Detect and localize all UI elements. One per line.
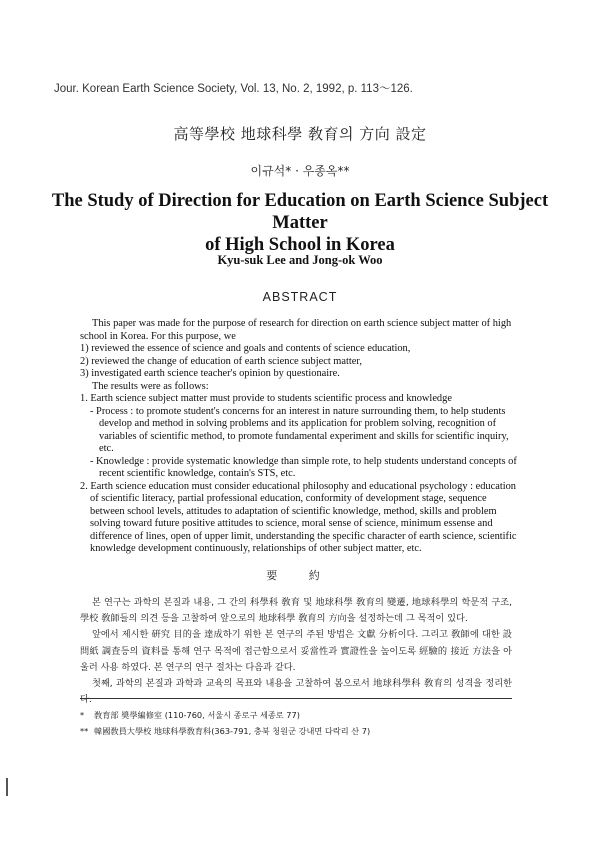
footnotes bbox=[80, 707, 520, 739]
authors-english: Kyu-suk Lee and Jong-ok Woo bbox=[217, 253, 383, 267]
korean-summary-p2: 앞에서 제시한 硏究 目的을 達成하기 위한 본 연구의 주된 방법은 文獻 分析이다. 그리고 敎師에 대한 設問紙 調査등의 資料를 통해 연구 목적에 접근함으로서 妥當性과 實證性을 높이도록 經驗的 接近 方法을 아울러 사용 하였다. 본 연구의 연구 절차는 다음과 같다. bbox=[80, 629, 512, 673]
title-english-line1: The Study of Direction for Education on Earth Science Subject Matter bbox=[51, 191, 549, 233]
abstract-results-intro: The results were as follows: bbox=[92, 380, 209, 392]
footnote-1-text: 敎育部 奬學編修室 (110-760, 서울시 종로구 세종로 77) bbox=[94, 710, 300, 720]
footnote-1 bbox=[80, 707, 520, 723]
korean-summary-p1: 본 연구는 과학의 본질과 내용, 그 간의 科學科 敎育 및 地球科學 敎育의 變遷, 地球科學의 학문적 구조, 學校 敎師들의 의견 등을 고찰하여 앞으로의 地球科學 敎育의 方向을 설정하는데 그 목적이 있다. bbox=[80, 597, 512, 625]
journal-reference: Jour. Korean Earth Science Society, Vol. 13, No. 2, 1992, p. 113～126. bbox=[54, 83, 413, 95]
abstract-item-2: 2) reviewed the change of education of earth science subject matter, bbox=[80, 355, 363, 367]
title-english bbox=[50, 190, 550, 256]
abstract-heading: ABSTRACT bbox=[262, 290, 338, 304]
abstract-item-1: 1) reviewed the essence of science and goals and contents of science education, bbox=[80, 343, 411, 354]
title-korean: 高等學校 地球科學 敎育의 方向 設定 bbox=[173, 125, 427, 143]
korean-summary-heading: 要 約 bbox=[266, 569, 334, 582]
abstract-result-1: 1. Earth science subject matter must provide to students scientific process and knowledge bbox=[80, 393, 452, 404]
footnote-divider bbox=[80, 698, 512, 699]
footnote-2-mark: ** bbox=[80, 726, 89, 736]
abstract-result-2: 2. Earth science education must consider educational philosophy and educational psychology : education of scientific literacy, partial professional education, conformity of development stage, sequence between school levels, attitudes to adaptation of scientific knowledge, method, skills and problem solving toward future positive attitudes to science, moral sense of science, minimum essense and difference of lines, open of upper limit, understanding the specific character of earth science, scientific knowledge development continuously, relationships of other subject matter, etc. bbox=[80, 480, 517, 554]
authors-korean: 이규석* · 우종옥** bbox=[250, 164, 350, 178]
scan-edge-mark bbox=[6, 778, 8, 796]
abstract-process: - Process : to promote student's concerns for an interest in nature surrounding them, to help students develop and method in solving problems and its application for problem solving, recognition of variables of scientific method, to promote fundamental experiment and skills for scientific inquiry, etc. bbox=[90, 405, 509, 454]
abstract-item-3: 3) investigated earth science teacher's opinion by questionaire. bbox=[80, 368, 340, 379]
korean-summary bbox=[80, 595, 512, 708]
footnote-2 bbox=[80, 723, 520, 739]
abstract-body bbox=[80, 318, 520, 556]
footnote-1-mark: * bbox=[80, 710, 85, 720]
abstract-intro: This paper was made for the purpose of research for direction on earth science subject matter of high school in Korea. For this purpose, we bbox=[80, 318, 512, 342]
korean-summary-p3: 첫째, 과학의 본질과 과학과 교육의 목표와 내용을 고찰하여 봄으로서 地球科學科 敎育의 성격을 정리한다. bbox=[80, 678, 512, 706]
title-english-line2: of High School in Korea bbox=[205, 235, 395, 255]
abstract-knowledge: - Knowledge : provide systematic knowledge than simple rote, to help students understand concepts of recent scientific knowledge, contain's STS, etc. bbox=[90, 455, 517, 479]
footnote-2-text: 韓國敎員大學校 地球科學敎育科(363-791, 충북 청원군 강내면 다락리 산 7) bbox=[94, 726, 371, 736]
